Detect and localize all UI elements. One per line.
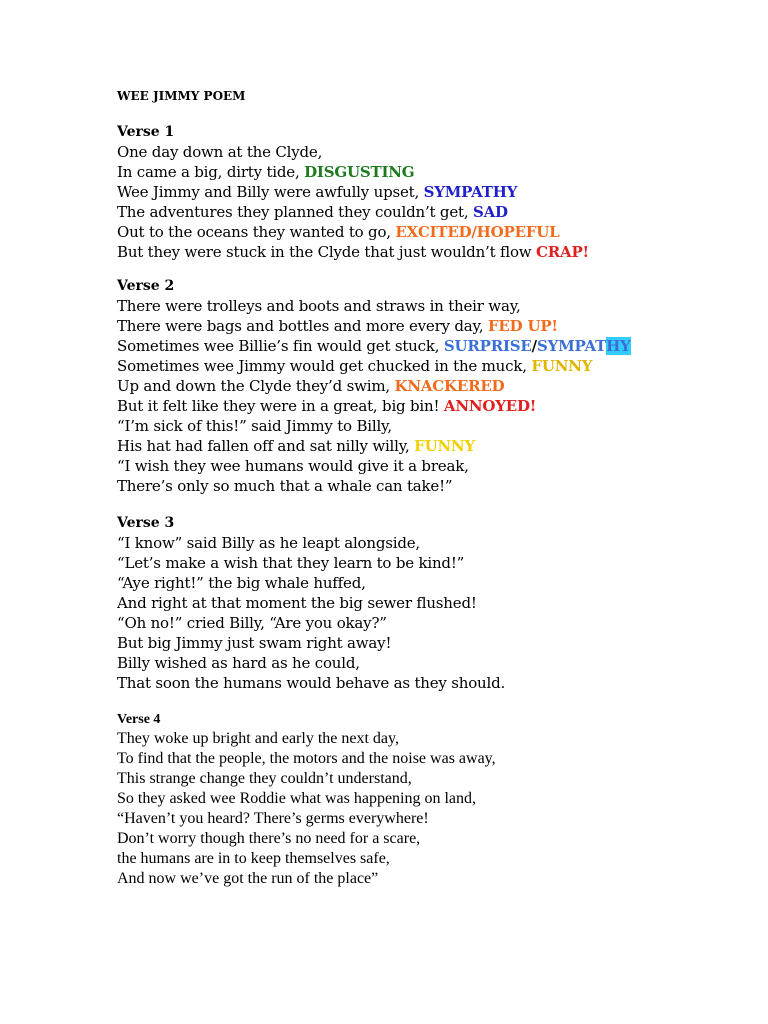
poem-line xyxy=(117,613,505,633)
line-text: That soon the humans would behave as they should. xyxy=(117,674,506,692)
line-text: To find that the people, the motors and the noise was away, xyxy=(117,750,496,767)
poem-line xyxy=(117,436,631,456)
poem-line xyxy=(117,653,505,673)
line-text: “Let’s make a wish that they learn to be kind!” xyxy=(117,554,465,572)
poem-line xyxy=(117,849,496,869)
line-text: This strange change they couldn’t understand, xyxy=(117,770,412,787)
poem-line xyxy=(117,809,496,829)
emotion-label: FUNNY xyxy=(531,357,593,375)
line-text: There were trolleys and boots and straws in their way, xyxy=(117,297,521,315)
line-text: “I’m sick of this!” said Jimmy to Billy, xyxy=(117,417,392,435)
line-text: “Haven’t you heard? There’s germs everywhere! xyxy=(117,810,429,827)
verse-1 xyxy=(117,123,589,262)
line-text: “I know” said Billy as he leapt alongside, xyxy=(117,534,420,552)
poem-line xyxy=(117,336,631,356)
poem-line xyxy=(117,242,589,262)
line-text: There’s only so much that a whale can take!” xyxy=(117,477,453,495)
highlighted-text: HY xyxy=(606,337,631,355)
line-text: But they were stuck in the Clyde that just wouldn’t flow xyxy=(117,243,536,261)
emotion-label: SYMPATHY xyxy=(423,183,518,201)
line-text: The adventures they planned they couldn’t get, xyxy=(117,203,473,221)
line-text: One day down at the Clyde, xyxy=(117,143,323,161)
poem-line xyxy=(117,769,496,789)
label-separator: / xyxy=(531,337,537,355)
poem-line xyxy=(117,316,631,336)
line-text: In came a big, dirty tide, xyxy=(117,163,305,181)
emotion-label: FUNNY xyxy=(414,437,476,455)
emotion-label: EXCITED/HOPEFUL xyxy=(395,223,560,241)
poem-line xyxy=(117,182,589,202)
poem-line xyxy=(117,673,505,693)
poem-line xyxy=(117,533,505,553)
poem-line xyxy=(117,296,631,316)
verse-heading: Verse 1 xyxy=(117,124,175,140)
poem-line xyxy=(117,789,496,809)
line-text: They woke up bright and early the next day, xyxy=(117,730,399,747)
emotion-label: SURPRISE xyxy=(443,337,532,355)
emotion-label: CRAP! xyxy=(536,243,589,261)
poem-line xyxy=(117,829,496,849)
poem-line xyxy=(117,729,496,749)
line-text: There were bags and bottles and more every day, xyxy=(117,317,488,335)
poem-line xyxy=(117,222,589,242)
line-text: But it felt like they were in a great, big bin! xyxy=(117,397,444,415)
emotion-label: DISGUSTING xyxy=(304,163,415,181)
verse-3 xyxy=(117,514,505,693)
poem-line xyxy=(117,162,589,182)
poem-line xyxy=(117,553,505,573)
line-text: Billy wished as hard as he could, xyxy=(117,654,360,672)
poem-line xyxy=(117,456,631,476)
line-text: “Oh no!” cried Billy, “Are you okay?” xyxy=(117,614,387,632)
line-text: Wee Jimmy and Billy were awfully upset, xyxy=(117,183,424,201)
poem-line xyxy=(117,356,631,376)
line-text: Sometimes wee Billie’s fin would get stuck, xyxy=(117,337,444,355)
line-text: And right at that moment the big sewer flushed! xyxy=(117,594,477,612)
poem-line xyxy=(117,869,496,889)
emotion-label: SYMPAT xyxy=(536,337,607,355)
line-text: And now we’ve got the run of the place” xyxy=(117,870,379,887)
poem-line xyxy=(117,202,589,222)
line-text: “I wish they wee humans would give it a break, xyxy=(117,457,469,475)
emotion-label: KNACKERED xyxy=(394,377,505,395)
poem-line xyxy=(117,476,631,496)
line-text: “Aye right!” the big whale huffed, xyxy=(117,574,366,592)
line-text: Sometimes wee Jimmy would get chucked in the muck, xyxy=(117,357,532,375)
poem-line xyxy=(117,749,496,769)
poem-line xyxy=(117,633,505,653)
poem-line xyxy=(117,376,631,396)
line-text: Out to the oceans they wanted to go, xyxy=(117,223,396,241)
verse-heading: Verse 2 xyxy=(117,278,175,294)
emotion-label: FED UP! xyxy=(487,317,558,335)
poem-line xyxy=(117,396,631,416)
poem-line xyxy=(117,142,589,162)
line-text: So they asked wee Roddie what was happening on land, xyxy=(117,790,477,807)
verse-heading: Verse 4 xyxy=(117,712,161,727)
line-text: His hat had fallen off and sat nilly willy, xyxy=(117,437,415,455)
line-text: Don’t worry though there’s no need for a scare, xyxy=(117,830,421,847)
line-text: the humans are in to keep themselves safe, xyxy=(117,850,390,867)
poem-line xyxy=(117,593,505,613)
verse-4 xyxy=(117,710,496,889)
poem-line xyxy=(117,573,505,593)
emotion-label: ANNOYED! xyxy=(443,397,537,415)
verse-heading: Verse 3 xyxy=(117,515,175,531)
line-text: Up and down the Clyde they’d swim, xyxy=(117,377,395,395)
poem-title: WEE JIMMY POEM xyxy=(117,89,246,103)
line-text: But big Jimmy just swam right away! xyxy=(117,634,392,652)
verse-2 xyxy=(117,277,631,496)
poem-line xyxy=(117,416,631,436)
emotion-label: SAD xyxy=(472,203,508,221)
